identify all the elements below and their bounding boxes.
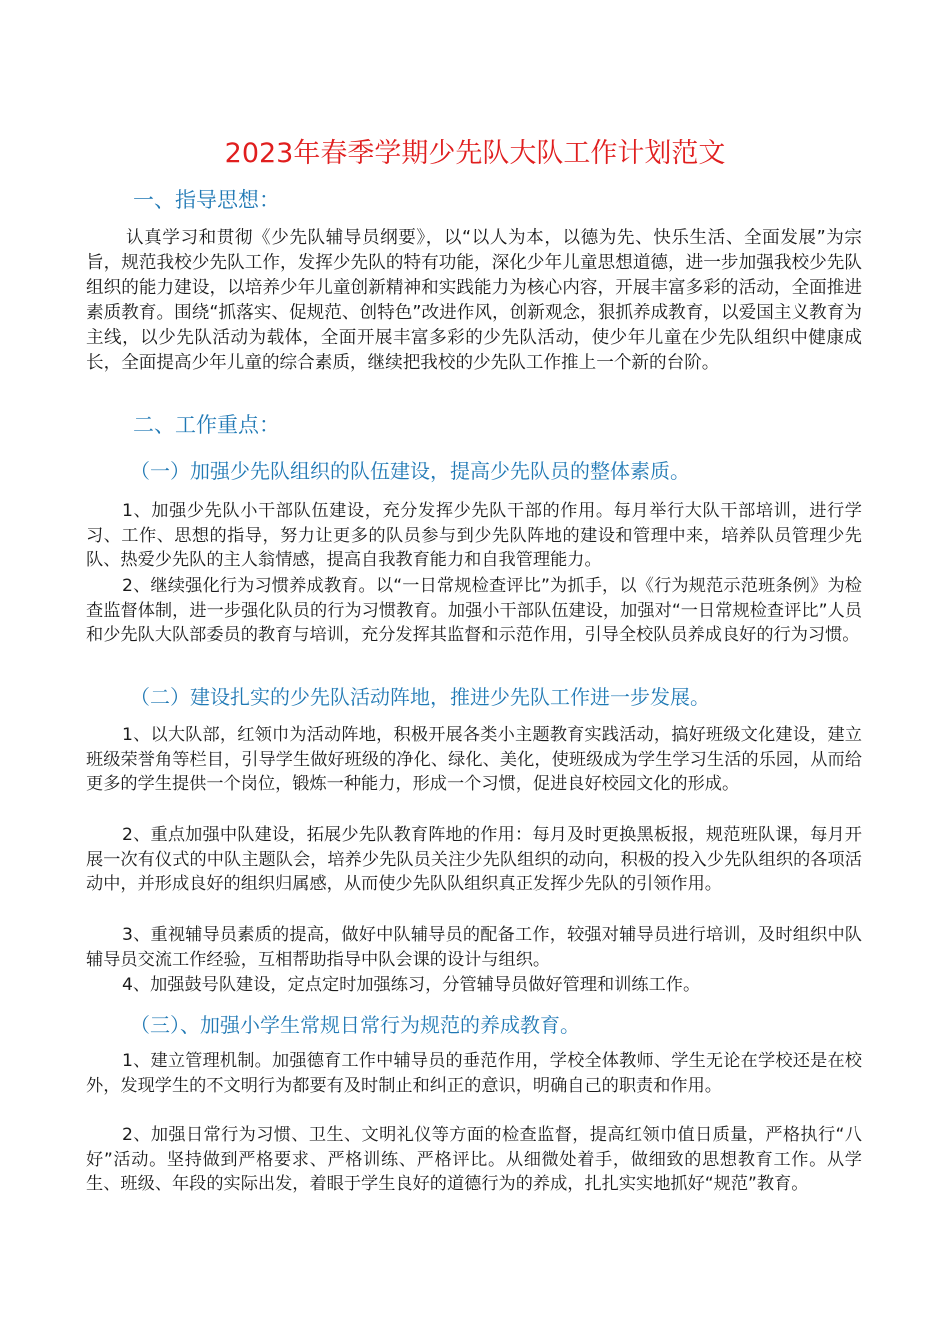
subsection-heading-behavior-norms: （三）、加强小学生常规日常行为规范的养成教育。 [130, 1013, 580, 1037]
paragraph-item: 4、加强鼓号队建设，定点定时加强练习，分管辅导员做好管理和训练工作。 [122, 975, 701, 995]
paragraph-item: 3、重视辅导员素质的提高，做好中队辅导员的配备工作，较强对辅导员进行培训，及时组织中队辅导员交流工作经验，互相帮助指导中队会课的设计与组织。 [86, 925, 862, 970]
paragraph-item: 2、继续强化行为习惯养成教育。以“一日常规检查评比”为抓手，以《行为规范示范班条例》为检查监督体制，进一步强化队员的行为习惯教育。加强小干部队伍建设，加强对“一日常规检查评比”人员和少先队大队部委员的教育与培训，充分发挥其监督和示范作用，引导全校队员养成良好的行为习惯。 [86, 576, 862, 645]
paragraph-item: 1、加强少先队小干部队伍建设，充分发挥少先队干部的作用。每月举行大队干部培训，进行学习、工作、思想的指导，努力让更多的队员参与到少先队阵地的建设和管理中来，培养队员管理少先队、热爱少先队的主人翁情感，提高自我教育能力和自我管理能力。 [86, 501, 862, 570]
document-title: 2023年春季学期少先队大队工作计划范文 [224, 138, 726, 169]
paragraph-item: 2、加强日常行为习惯、卫生、文明礼仪等方面的检查监督，提高红领巾值日质量，严格执行“八好”活动。坚持做到严格要求、严格训练、严格评比。从细微处着手，做细致的思想教育工作。从学生、班级、年段的实际出发，着眼于学生良好的道德行为的养成，扎扎实实地抓好“规范”教育。 [86, 1125, 862, 1194]
section-heading-work-focus: 二、工作重点： [133, 413, 280, 437]
paragraph-item: 2、重点加强中队建设，拓展少先队教育阵地的作用：每月及时更换黑板报，规范班队课，每月开展一次有仪式的中队主题队会，培养少先队员关注少先队组织的动向，积极的投入少先队组织的各项活动中，并形成良好的组织归属感，从而使少先队队组织真正发挥少先队的引领作用。 [86, 825, 862, 894]
paragraph-guiding-ideology: 认真学习和贯彻《少先队辅导员纲要》，以“以人为本，以德为先、快乐生活、全面发展”为宗旨，规范我校少先队工作，发挥少先队的特有功能，深化少年儿童思想道德，进一步加强我校少先队组织的能力建设，以培养少年儿童创新精神和实践能力为核心内容，开展丰富多彩的活动，全面推进素质教育。围绕“抓落实、促规范、创特色”改进作风，创新观念，狠抓养成教育，以爱国主义教育为主线，以少先队活动为载体，全面开展丰富多彩的少先队活动，使少年儿童在少先队组织中健康成长，全面提高少年儿童的综合素质，继续把我校的少先队工作推上一个新的台阶。 [86, 228, 862, 373]
paragraph-item: 1、以大队部，红领巾为活动阵地，积极开展各类小主题教育实践活动，搞好班级文化建设，建立班级荣誉角等栏目，引导学生做好班级的净化、绿化、美化，使班级成为学生学习生活的乐园，从而给更多的学生提供一个岗位，锻炼一种能力，形成一个习惯，促进良好校园文化的形成。 [86, 725, 862, 794]
section-heading-guiding-ideology: 一、指导思想： [133, 188, 280, 212]
paragraph-item: 1、建立管理机制。加强德育工作中辅导员的垂范作用，学校全体教师、学生无论在学校还是在校外，发现学生的不文明行为都要有及时制止和纠正的意识，明确自己的职责和作用。 [86, 1051, 862, 1096]
subsection-heading-team-building: （一）加强少先队组织的队伍建设，提高少先队员的整体素质。 [130, 459, 690, 483]
subsection-heading-activity-base: （二）建设扎实的少先队活动阵地，推进少先队工作进一步发展。 [130, 685, 710, 709]
